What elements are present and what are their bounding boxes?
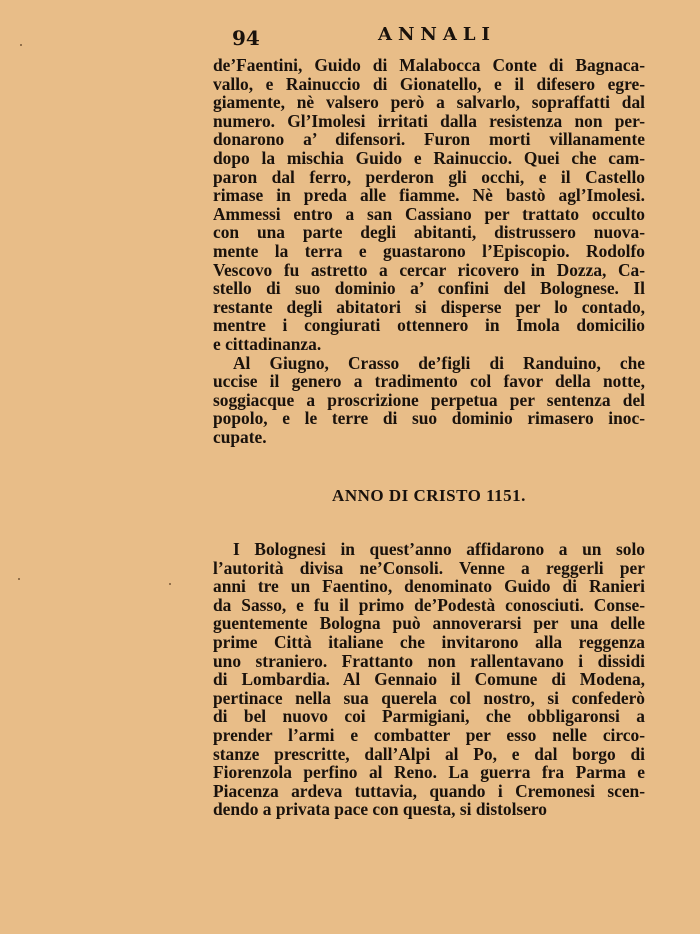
text-line: uccise il genero a tradimento col favor della notte, (213, 371, 645, 392)
paper-speck (18, 578, 20, 580)
text-line: da Sasso, e fu il primo de’Podestà conosciuti. Conse- (213, 594, 645, 615)
text-line: Vescovo fu astretto a cercar ricovero in Dozza, Ca- (213, 259, 645, 280)
text-line: pertinace nella sua querela col nostro, si confederò (213, 687, 645, 708)
text-line: con una parte degli abitanti, distrussero nuova- (213, 222, 645, 243)
paper-speck (20, 44, 22, 46)
text-line: numero. Gl’Imolesi irritati dalla resistenza non per- (213, 110, 645, 131)
text-line: donarono a’ difensori. Furon morti villanamente (213, 129, 645, 150)
text-line: paron dal ferro, perderon gli occhi, e il Castello (213, 166, 645, 187)
text-line: di Lombardia. Al Gennaio il Comune di Modena, (213, 669, 645, 690)
text-line: vallo, e Rainuccio di Gionatello, e il difesero egre- (213, 73, 645, 94)
text-line: e cittadinanza. (213, 333, 322, 354)
text-line: guentemente Bologna può annoverarsi per una delle (213, 613, 645, 634)
page-header (232, 22, 652, 48)
page-number: 94 (232, 26, 260, 50)
text-line: anni tre un Faentino, denominato Guido di Ranieri (213, 576, 645, 597)
running-head: ANNALI (378, 24, 496, 45)
text-line: Fiorenzola perfino al Reno. La guerra fra Parma e (213, 762, 645, 783)
text-line: l’autorità divisa ne’Consoli. Venne a reggerli per (213, 557, 645, 578)
text-line: stanze prescritte, dall’Alpi al Po, e dal borgo di (213, 743, 645, 764)
section-title: ANNO DI CRISTO 1151. (332, 486, 526, 505)
paper-speck (169, 583, 171, 585)
text-line: rimase in preda alle fiamme. Nè bastò agl’Imolesi. (213, 185, 645, 206)
text-line: prime Città italiane che invitarono alla reggenza (213, 631, 645, 652)
text-line: prender l’armi e combatter per esso nelle circo- (213, 724, 645, 745)
text-line: di bel nuovo coi Parmigiani, che obbligaronsi a (213, 706, 645, 727)
text-line: uno straniero. Frattanto non rallentavano i dissidi (213, 650, 645, 671)
text-line: restante degli abitatori si disperse per lo contado, (213, 296, 645, 317)
text-line: dendo a privata pace con questa, si distolsero (213, 799, 547, 820)
text-line: de’Faentini, Guido di Malabocca Conte di Bagnaca- (213, 55, 645, 75)
text-line: I Bolognesi in quest’anno affidarono a un solo (233, 539, 645, 559)
body-text-top (213, 56, 645, 446)
body-text-bottom (213, 540, 645, 819)
text-line: Al Giugno, Crasso de’figli di Randuino, che (233, 352, 645, 373)
text-line: popolo, e le terre di suo dominio rimasero inoc- (213, 408, 645, 429)
text-line: Ammessi entro a san Cassiano per trattato occulto (213, 203, 645, 224)
text-line: stello di suo dominio a’ confini del Bolognese. Il (213, 278, 645, 299)
text-line: dopo la mischia Guido e Rainuccio. Quei che cam- (213, 147, 645, 168)
text-line: giamente, nè valsero però a salvarlo, sopraffatti dal (213, 92, 645, 113)
text-line: mentre i congiurati ottennero in Imola domicilio (213, 315, 645, 336)
text-line: cupate. (213, 426, 267, 447)
text-line: mente la terra e guastarono l’Episcopio. Rodolfo (213, 240, 645, 261)
text-line: Piacenza ardeva tuttavia, quando i Cremonesi scen- (213, 780, 645, 801)
text-line: soggiacque a proscrizione perpetua per sentenza del (213, 389, 645, 410)
